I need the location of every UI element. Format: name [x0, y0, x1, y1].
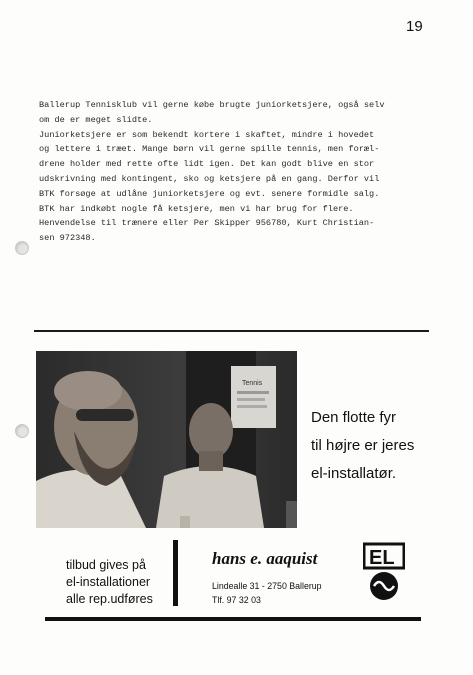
- svg-text:EL: EL: [369, 547, 395, 569]
- text-line: BTK har indkøbt nogle få ketsjere, men vi har brug for flere.: [39, 203, 354, 214]
- text-line: udskrivning med kontingent, sko og ketsjere på en gang. Derfor vil: [39, 173, 380, 184]
- text-line: Ballerup Tennisklub vil gerne købe brugte juniorketsjere, også selv: [39, 100, 385, 110]
- text-line: Juniorketsjere er som bekendt kortere i skaftet, mindre i hovedet: [39, 129, 375, 140]
- offer-line: alle rep.udføres: [66, 592, 153, 606]
- address-line: Lindealle 31 - 2750 Ballerup: [212, 581, 322, 591]
- text-line: BTK forsøge at udlåne juniorketsjere og evt. senere formidle salg.: [39, 188, 380, 199]
- headline-line: Den flotte fyr: [311, 409, 397, 426]
- text-line: og lettere i træet. Mange børn vil gerne spille tennis, men foræl-: [39, 144, 380, 155]
- poster-text: Tennis: [242, 380, 263, 387]
- page-number: 19: [406, 18, 423, 35]
- advertisement-photo: [36, 351, 297, 528]
- text-line: Henvendelse til trænere eller Per Skipper 956780, Kurt Christian-: [39, 218, 375, 229]
- offer-line: tilbud gives på: [66, 558, 146, 572]
- offer-text: [66, 557, 171, 608]
- punch-hole: [15, 241, 29, 255]
- ad-headline: [311, 404, 441, 488]
- headline-line: til højre er jeres: [311, 437, 415, 454]
- headline-line: el-installatør.: [311, 465, 397, 482]
- company-address: [212, 579, 322, 607]
- company-name: hans e. aaquist: [212, 549, 318, 568]
- bottom-rule: [45, 617, 421, 621]
- offer-line: el-installationer: [66, 575, 151, 589]
- punch-hole: [15, 424, 29, 438]
- text-line: sen 972348.: [39, 233, 96, 244]
- divider-line: [34, 330, 429, 332]
- el-logo-icon: [363, 542, 405, 602]
- text-line: drene holder med rette ofte lidt igen. Det kan godt blive en stor: [39, 159, 375, 170]
- vertical-divider: [173, 540, 178, 606]
- article-text: [39, 98, 439, 246]
- text-line: om de er meget slidte.: [39, 114, 153, 125]
- phone-line: Tlf. 97 32 03: [212, 595, 261, 605]
